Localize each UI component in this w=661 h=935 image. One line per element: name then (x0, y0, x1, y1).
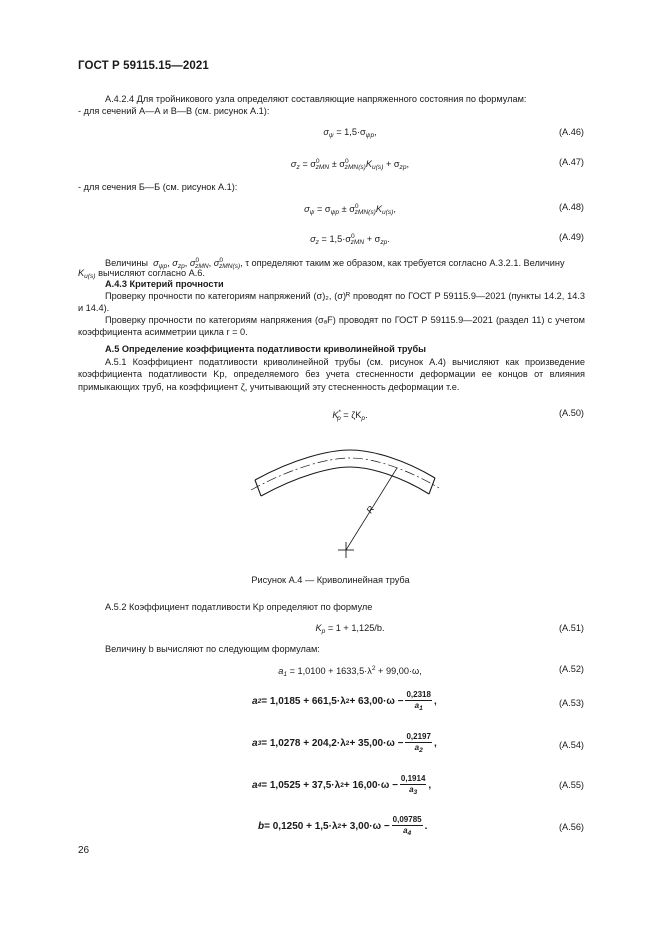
formula-a46: $\sigma_\psi = 1,5\cdot\sigma_{\psi p}$, (323, 127, 377, 139)
formula-a48: $\sigma_\psi = \sigma_{\psi p} \pm \sigma^0_{zMN(s)}K_{и(s)}$, (304, 203, 396, 216)
radius-label: R (364, 504, 377, 516)
eq-number-a47: (А.47) (558, 157, 584, 167)
eq-number-a46: (А.46) (558, 127, 584, 137)
page-number: 26 (78, 845, 90, 856)
eq-number-a56: (А.56) (558, 822, 584, 832)
curved-pipe-figure (245, 438, 445, 568)
formula-a52: $a_1 = 1,0100 + 1633,5\cdot\lambda^2 + 99,00\cdot\omega$, (278, 665, 422, 678)
figure-caption: Рисунок А.4 — Криволинейная труба (251, 575, 410, 585)
section-a5-title: А.5 Определение коэффициента податливости криволинейной трубы (105, 344, 426, 354)
eq-number-a53: (А.53) (558, 698, 584, 708)
pipe-left-end (255, 480, 261, 496)
formula-a54: a 3 = 1,0278 + 204,2·λ 2 + 35,00·ω − $\frac{0,2197}{a_2}$ , (252, 732, 437, 754)
eq-number-a50: (А.50) (558, 408, 584, 418)
paragraph-values-cont: $K_{и(s)}$ вычисляют согласно А.6. (78, 268, 205, 280)
section-a43-title: А.4.3 Критерий прочности (105, 279, 224, 289)
fraction-a54: $\frac{0,2197}{a_2}$ (406, 732, 431, 754)
paragraph-section-bb: - для сечения Б—Б (см. рисунок А.1): (78, 182, 238, 192)
eq-number-a49: (А.49) (558, 232, 584, 242)
paragraph-strength-check-1: Проверку прочности по категориям напряжений (σ)₂, (σ)ᴿ проводят по ГОСТ Р 59115.9—2021 (пункты 14.2, 14.3 и 14.4). (78, 291, 585, 314)
eq-number-a55: (А.55) (558, 780, 584, 790)
fraction-a55: $\frac{0,1914}{a_3}$ (400, 774, 426, 796)
formula-a47: $\sigma_z = \sigma^0_{zMN} \pm \sigma^0_{zMN(s)}K_{и(s)} + \sigma_{zp}$, (290, 158, 410, 171)
formula-a56: b = 0,1250 + 1,5·λ 2 + 3,00·ω − $\frac{0,09785}{a_4}$ . (258, 815, 428, 837)
paragraph-strength-check-2: Проверку прочности по категориям напряжения (σₐF) проводят по ГОСТ Р 59115.9—2021 (раздел 11) с учетом коэффициента асимметрии цикла r = 0. (78, 315, 585, 338)
eq-number-a51: (А.51) (558, 623, 584, 633)
paragraph-a51: А.5.1 Коэффициент податливости криволинейной трубы (см. рисунок А.4) вычисляют как произведение коэффициента податливости Kp, определяемого без учета стесненности деформации ее концов от влияния примыкающих труб, на коэффициент ζ, учитывающий эту стесненность деформации т.е. (78, 357, 585, 392)
paragraph-sections-aa-vv: - для сечений А—А и В—В (см. рисунок А.1): (78, 106, 270, 116)
formula-a51: $K_p = 1 + 1,125/b$. (315, 623, 385, 635)
document-header: ГОСТ Р 59115.15—2021 (78, 60, 209, 72)
eq-number-a48: (А.48) (558, 202, 584, 212)
eq-number-a54: (А.54) (558, 740, 584, 750)
paragraph-b-formulas: Величину b вычисляют по следующим формулам: (105, 644, 320, 654)
pipe-right-end (429, 478, 435, 494)
formula-a49: $\sigma_z = 1,5\cdot\sigma^0_{zMN} + \sigma_{zp}$. (310, 233, 390, 246)
formula-a55: a 4 = 1,0525 + 37,5·λ 2 + 16,00·ω − $\frac{0,1914}{a_3}$ , (252, 774, 432, 796)
fraction-a53: $\frac{0,2318}{a_1}$ (406, 690, 431, 712)
formula-a50: $K^*_p = \zeta K_p$. (332, 409, 368, 422)
eq-number-a52: (А.52) (558, 664, 584, 674)
paragraph-a424: А.4.2.4 Для тройникового узла определяют составляющие напряженного состояния по формулам: (105, 94, 527, 104)
paragraph-values: Величины $\sigma_{\psi p}$, $\sigma_{zp}$, $\sigma^0_{zMN}$, $\sigma^0_{zMN(s)}$, τ определяют таким же образом, как требуется согласно А.3.2.1. Величину (105, 257, 565, 270)
paragraph-a52: А.5.2 Коэффициент податливости Kp определяют по формуле (105, 602, 373, 612)
pipe-inner-wall (261, 467, 429, 496)
formula-a53: a 2 = 1,0185 + 661,5·λ 2 + 63,00·ω − $\frac{0,2318}{a_1}$ , (252, 690, 437, 712)
pipe-outer-wall (255, 450, 435, 480)
fraction-a56: $\frac{0,09785}{a_4}$ (392, 815, 422, 837)
pipe-centerline (251, 458, 439, 490)
